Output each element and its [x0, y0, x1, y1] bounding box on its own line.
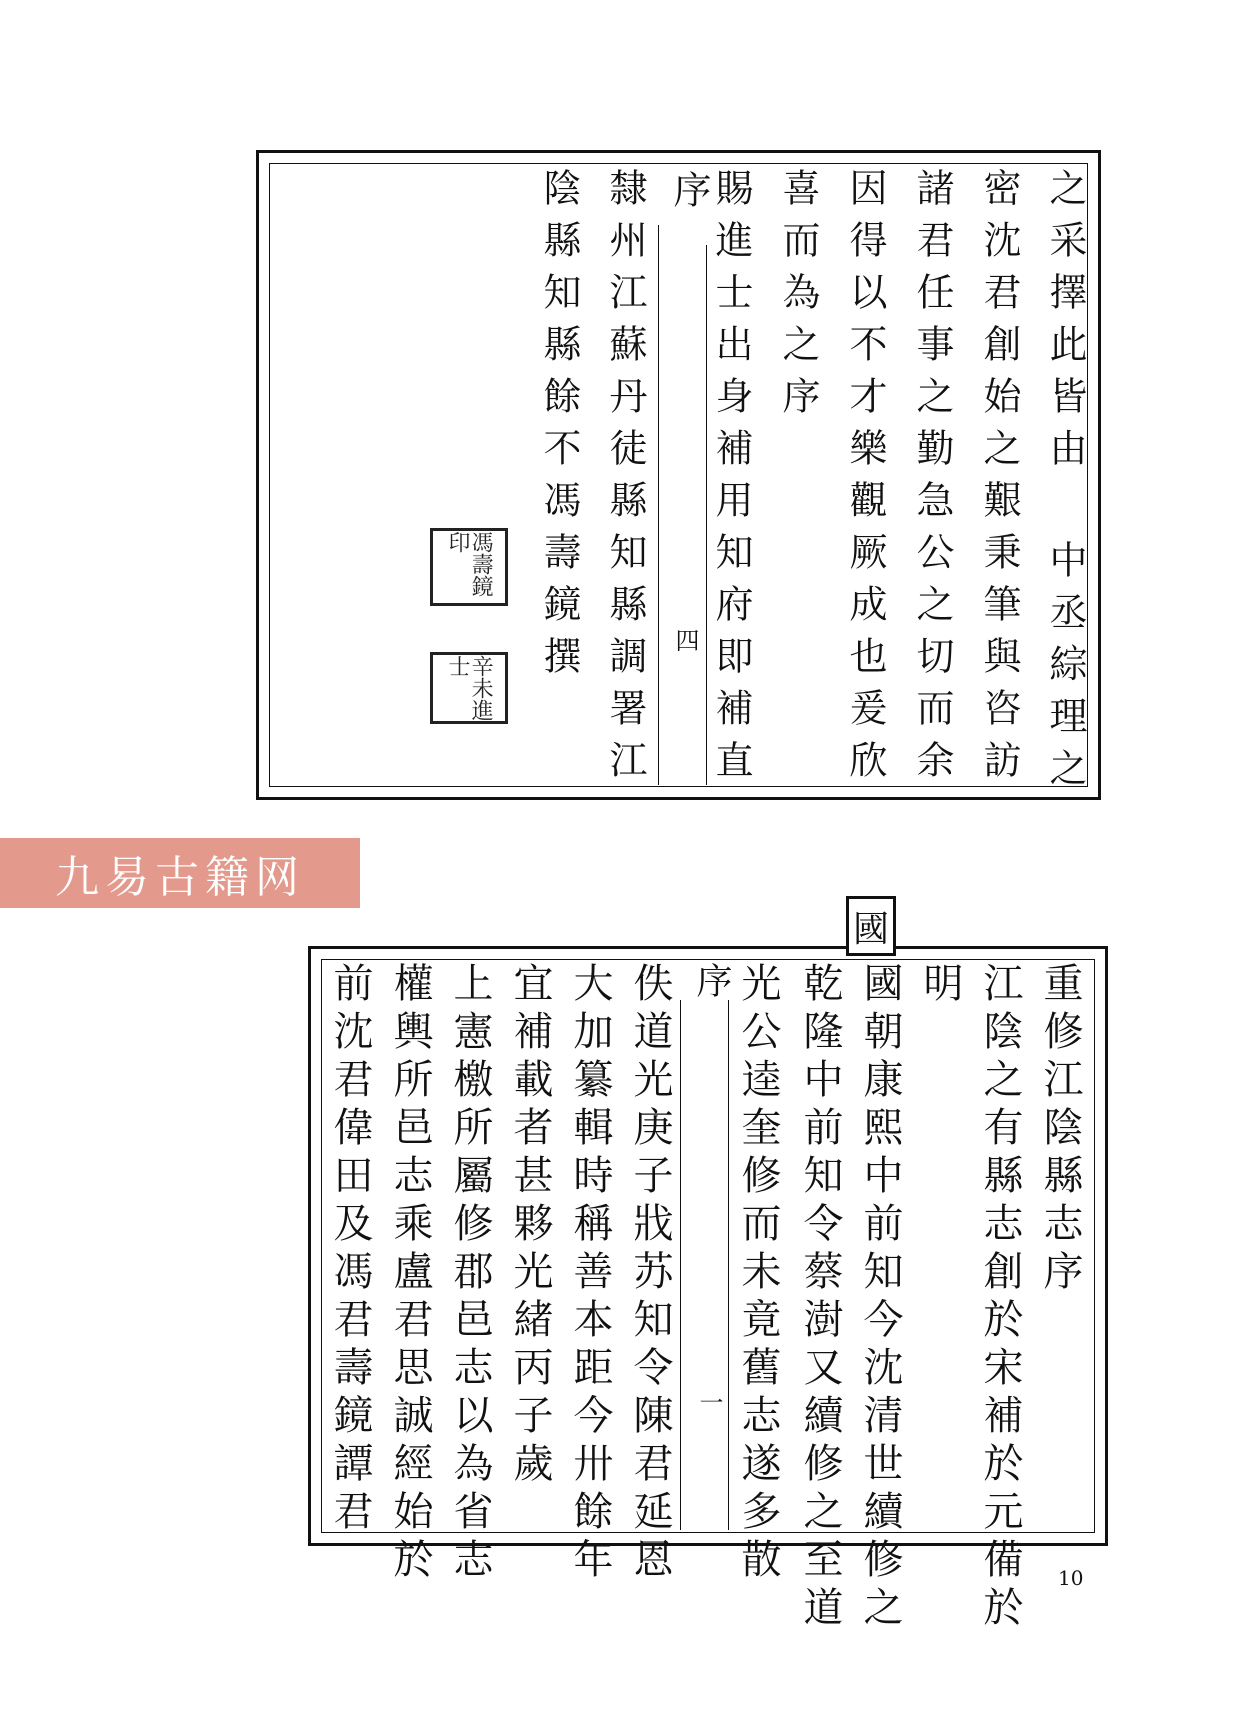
- bottom-fishtail-rule-right: [728, 1000, 729, 1530]
- bottom-col-4: 國朝康熙中前知今沈清世續修之: [857, 962, 903, 1634]
- bottom-fishtail-rule-left: [680, 1000, 681, 1530]
- bottom-col-3: 明: [917, 962, 963, 1010]
- top-col-7: 賜進士出身補用知府即補直: [709, 168, 753, 792]
- bottom-col-7: 佚道光庚子戕苏知令陳君延恩: [627, 962, 673, 1586]
- top-seal-title: 辛未進士: [430, 652, 508, 724]
- bottom-fishtail-label: 序: [691, 962, 732, 998]
- top-col-2: 中丞綜理之: [1043, 540, 1087, 800]
- bottom-col-5: 乾隆中前知令蔡澍又續修之至道: [797, 962, 843, 1634]
- bottom-col-6: 光公逵奎修而未竟舊志遂多散: [735, 962, 781, 1586]
- top-seal-name: 馮壽鏡印: [430, 528, 508, 606]
- page-number: 10: [1058, 1566, 1084, 1590]
- top-fishtail-page: 四: [671, 628, 699, 652]
- top-col-3: 密沈君創始之艱秉筆與咨訪: [977, 168, 1021, 792]
- bottom-col-1: 重修江陰縣志序: [1037, 962, 1083, 1298]
- top-col-1: 之采擇此皆由: [1043, 168, 1087, 480]
- bottom-col-2: 江陰之有縣志創於宋補於元備於: [977, 962, 1023, 1634]
- top-page-frame: [256, 150, 1101, 800]
- top-col-8: 隸州江蘇丹徒縣知縣調署江: [603, 168, 647, 792]
- bottom-col-11: 權輿所邑志乘盧君思誠經始於: [387, 962, 433, 1586]
- top-fishtail-rule-right: [706, 245, 707, 785]
- bottom-col-12: 前沈君偉田及馮君壽鏡譚君: [327, 962, 373, 1538]
- top-col-signature: 陰縣知縣餘不馮壽鏡撰: [537, 168, 581, 688]
- top-col-5: 因得以不才樂觀厥成也爰欣: [843, 168, 887, 792]
- top-fishtail-rule-left: [658, 225, 659, 785]
- bottom-fishtail-page: 一: [695, 1390, 723, 1414]
- bottom-col-9: 宜補載者甚夥光緒丙子歲: [507, 962, 553, 1490]
- top-col-4: 諸君任事之勤急公之切而余: [910, 168, 954, 792]
- top-col-6: 喜而為之序: [776, 168, 820, 428]
- bottom-col-10: 上憲檄所屬修郡邑志以為省志: [447, 962, 493, 1586]
- watermark-banner: 九易古籍网: [0, 838, 360, 908]
- bottom-corner-char: 國: [846, 896, 896, 956]
- top-fishtail-label: 序: [667, 170, 711, 208]
- bottom-col-8: 大加纂輯時稱善本距今卅餘年: [567, 962, 613, 1586]
- top-page-inner-border: [269, 163, 1088, 787]
